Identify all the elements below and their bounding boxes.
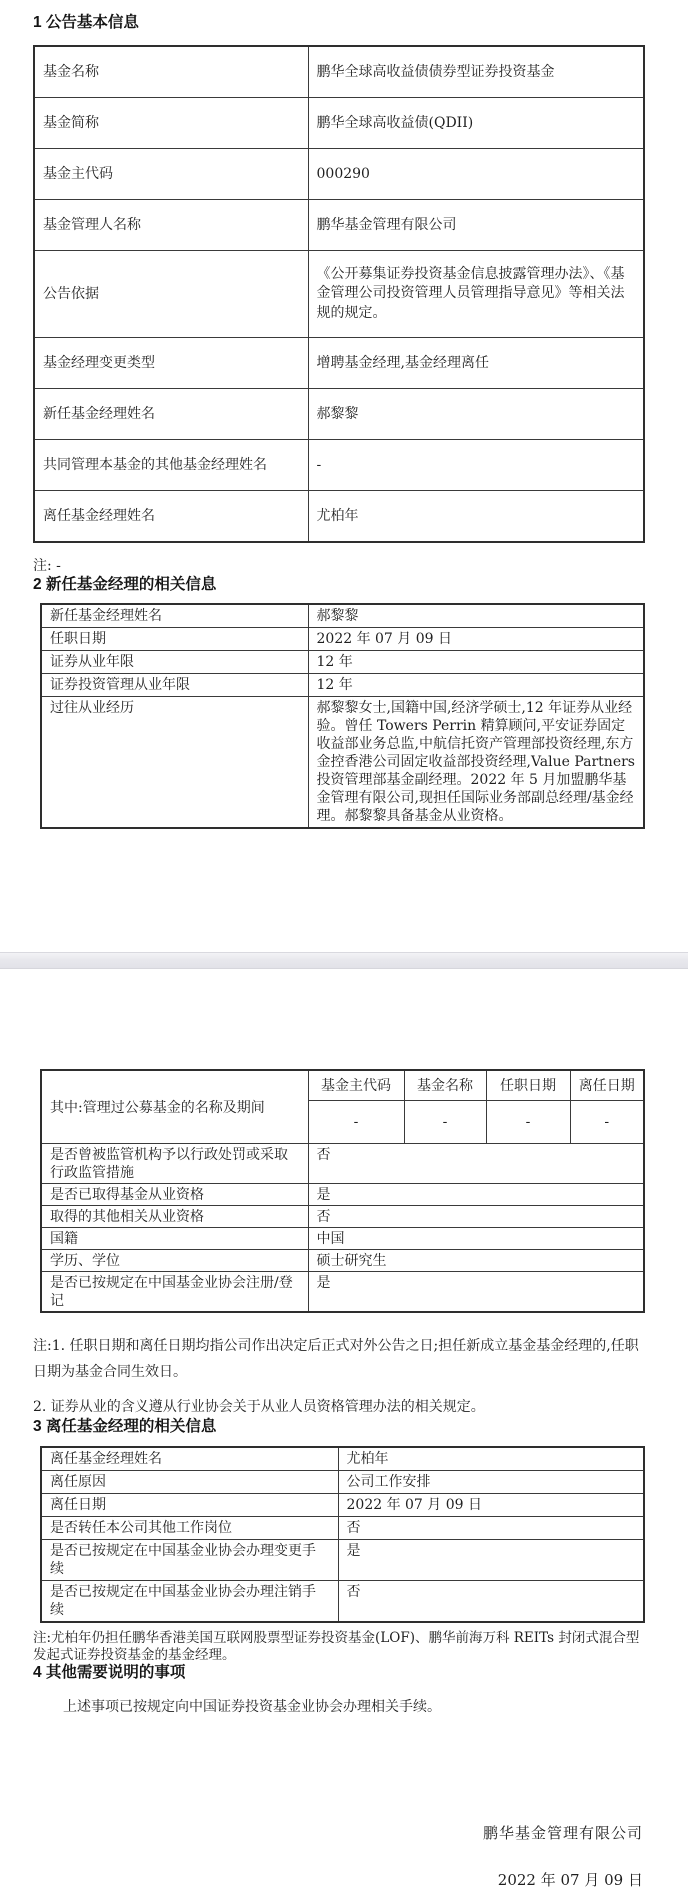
row-label: 基金主代码 <box>34 149 308 200</box>
table-row <box>41 1228 644 1250</box>
row-label: 是否转任本公司其他工作岗位 <box>41 1517 338 1540</box>
row-label: 是否已按规定在中国基金业协会注册/登记 <box>41 1272 308 1313</box>
cell-value: - <box>404 1101 486 1144</box>
table-row <box>41 1581 644 1623</box>
row-value: 12 年 <box>308 651 644 674</box>
row-label: 取得的其他相关从业资格 <box>41 1206 308 1228</box>
section-3-note: 注:尤柏年仍担任鹏华香港美国互联网股票型证券投资基金(LOF)、鹏华前海万科 REITs 封闭式混合型发起式证券投资基金的基金经理。 <box>33 1630 640 1663</box>
row-label: 共同管理本基金的其他基金经理姓名 <box>34 440 308 491</box>
row-label: 离任基金经理姓名 <box>41 1447 338 1471</box>
row-label: 任职日期 <box>41 628 308 651</box>
row-value: 否 <box>338 1517 644 1540</box>
row-label: 离任原因 <box>41 1471 338 1494</box>
row-value: 否 <box>338 1581 644 1623</box>
table-row <box>41 1250 644 1272</box>
row-label: 是否已按规定在中国基金业协会办理变更手续 <box>41 1540 338 1581</box>
row-label: 新任基金经理姓名 <box>34 389 308 440</box>
table-row <box>34 200 644 251</box>
row-value: 郝黎黎 <box>308 604 644 628</box>
row-label: 是否曾被监管机构予以行政处罚或采取行政监管措施 <box>41 1144 308 1184</box>
row-value: 硕士研究生 <box>308 1250 644 1272</box>
column-header: 基金名称 <box>404 1070 486 1101</box>
table-row <box>41 1206 644 1228</box>
row-value: 公司工作安排 <box>338 1471 644 1494</box>
row-value: 鹏华全球高收益债(QDII) <box>308 98 644 149</box>
row-value: 《公开募集证券投资基金信息披露管理办法》、《基金管理公司投资管理人员管理指导意见》等相关法规的规定。 <box>308 251 644 338</box>
table-row <box>34 440 644 491</box>
row-value: 000290 <box>308 149 644 200</box>
row-value: 鹏华全球高收益债债券型证券投资基金 <box>308 46 644 98</box>
managed-funds-header-row <box>41 1070 644 1101</box>
page-separator <box>0 952 688 969</box>
table-row <box>41 674 644 697</box>
row-value: 否 <box>308 1144 644 1184</box>
table-row <box>34 338 644 389</box>
footer-date: 2022 年 07 月 09 日 <box>497 1871 643 1889</box>
table-row <box>41 1447 644 1471</box>
section-1-heading: 1 公告基本信息 <box>33 14 139 31</box>
row-value: - <box>308 440 644 491</box>
table-row <box>34 251 644 338</box>
note-line: 2. 证券从业的含义遵从行业协会关于从业人员资格管理办法的相关规定。 <box>33 1399 485 1415</box>
row-label: 其中:管理过公募基金的名称及期间 <box>41 1070 308 1144</box>
table-row <box>41 1494 644 1517</box>
row-value: 鹏华基金管理有限公司 <box>308 200 644 251</box>
row-value: 是 <box>308 1272 644 1313</box>
section-2-notes <box>33 1333 649 1418</box>
table-row <box>41 1517 644 1540</box>
table-row <box>41 651 644 674</box>
row-value: 12 年 <box>308 674 644 697</box>
section-4-heading: 4 其他需要说明的事项 <box>33 1664 186 1681</box>
row-label: 国籍 <box>41 1228 308 1250</box>
row-value: 郝黎黎女士,国籍中国,经济学硕士,12 年证券从业经验。曾任 Towers Perrin 精算顾问,平安证券固定收益部业务总监,中航信托资产管理部投资经理,东方金控香港公司固定收益部投资经理,Value Partners 投资管理部基金副经理。2022 年 5 月加盟鹏华基金管理有限公司,现担任国际业务部副总经理/基金经理。郝黎黎具备基金从业资格。 <box>308 697 644 829</box>
table-row <box>34 389 644 440</box>
section-1-note: 注: - <box>33 558 61 574</box>
row-label: 证券投资管理从业年限 <box>41 674 308 697</box>
row-value: 2022 年 07 月 09 日 <box>308 628 644 651</box>
row-value: 2022 年 07 月 09 日 <box>338 1494 644 1517</box>
row-value: 是 <box>308 1184 644 1206</box>
row-label: 基金管理人名称 <box>34 200 308 251</box>
row-value: 增聘基金经理,基金经理离任 <box>308 338 644 389</box>
section-4-paragraph: 上述事项已按规定向中国证券投资基金业协会办理相关手续。 <box>63 1699 441 1715</box>
table-row <box>41 628 644 651</box>
departing-manager-info-table <box>40 1446 645 1623</box>
table-row <box>41 604 644 628</box>
row-label: 新任基金经理姓名 <box>41 604 308 628</box>
page-2 <box>0 969 688 1895</box>
cell-value: - <box>486 1101 570 1144</box>
row-label: 公告依据 <box>34 251 308 338</box>
row-label: 是否已取得基金从业资格 <box>41 1184 308 1206</box>
row-value: 是 <box>338 1540 644 1581</box>
table-row <box>41 1540 644 1581</box>
row-value: 中国 <box>308 1228 644 1250</box>
row-label: 是否已按规定在中国基金业协会办理注销手续 <box>41 1581 338 1623</box>
table-row <box>34 46 644 98</box>
table-row <box>41 1471 644 1494</box>
row-label: 离任基金经理姓名 <box>34 491 308 543</box>
row-value: 尤柏年 <box>308 491 644 543</box>
row-label: 证券从业年限 <box>41 651 308 674</box>
row-label: 基金经理变更类型 <box>34 338 308 389</box>
new-manager-info-table <box>40 603 645 829</box>
table-row <box>34 149 644 200</box>
table-row <box>34 491 644 543</box>
column-header: 任职日期 <box>486 1070 570 1101</box>
row-value: 否 <box>308 1206 644 1228</box>
row-value: 郝黎黎 <box>308 389 644 440</box>
row-label: 基金简称 <box>34 98 308 149</box>
row-value: 尤柏年 <box>338 1447 644 1471</box>
table-row <box>34 98 644 149</box>
table-row <box>41 1184 644 1206</box>
table-row <box>41 697 644 829</box>
table-row <box>41 1144 644 1184</box>
note-line: 注:1. 任职日期和离任日期均指公司作出决定后正式对外公告之日;担任新成立基金基金经理的,任职日期为基金合同生效日。 <box>33 1338 639 1380</box>
column-header: 离任日期 <box>570 1070 644 1101</box>
cell-value: - <box>308 1101 404 1144</box>
row-label: 离任日期 <box>41 1494 338 1517</box>
section-3-heading: 3 离任基金经理的相关信息 <box>33 1418 217 1435</box>
new-manager-info-table-continued <box>40 1069 645 1313</box>
table-row <box>41 1272 644 1313</box>
section-2-heading: 2 新任基金经理的相关信息 <box>33 576 217 593</box>
footer-company: 鹏华基金管理有限公司 <box>482 1824 643 1842</box>
column-header: 基金主代码 <box>308 1070 404 1101</box>
row-label: 学历、学位 <box>41 1250 308 1272</box>
basic-info-table <box>33 45 645 543</box>
cell-value: - <box>570 1101 644 1144</box>
row-label: 过往从业经历 <box>41 697 308 829</box>
row-label: 基金名称 <box>34 46 308 98</box>
